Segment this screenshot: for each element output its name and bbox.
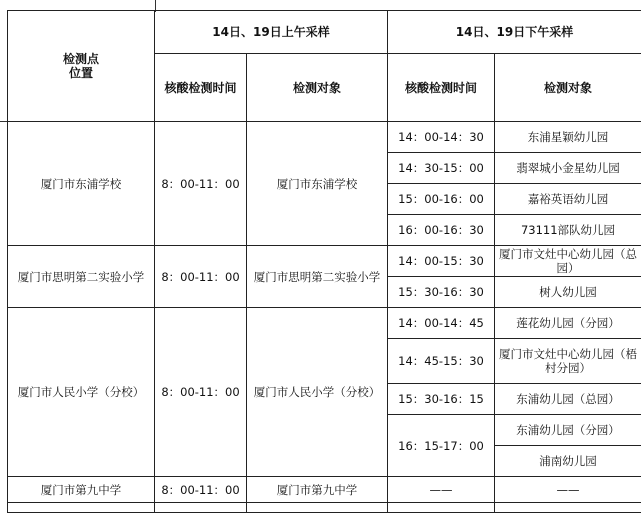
sampling-schedule-table — [7, 10, 641, 513]
pm-time-cell: 15：30-16：30 — [388, 277, 495, 308]
pm-target-cell: —— — [495, 477, 641, 503]
pm-target-cell: 厦门市文灶中心幼儿园（总园） — [495, 246, 641, 277]
am-target-cell: 厦门市人民小学（分校） — [247, 308, 388, 477]
am-time-cell: 8：00-11：00 — [155, 477, 247, 503]
pm-target-cell: 厦门市文灶中心幼儿园（梧村分园） — [495, 339, 641, 384]
pm-time-cell: 14：00-15：30 — [388, 246, 495, 277]
location-cell: 厦门市思明第二实验小学 — [8, 246, 155, 308]
pm-time-cell: 15：30-16：15 — [388, 384, 495, 415]
pm-target-cell: 嘉裕英语幼儿园 — [495, 184, 641, 215]
pm-time-cell: 14：00-14：45 — [388, 308, 495, 339]
am-target-cell: 厦门市思明第二实验小学 — [247, 246, 388, 308]
table-row — [8, 308, 641, 339]
morning-sampling-header: 14日、19日上午采样 — [155, 11, 388, 54]
pm-target-header: 检测对象 — [495, 54, 641, 122]
am-test-time-header: 核酸检测时间 — [155, 54, 247, 122]
table-row — [8, 503, 641, 513]
am-time-cell: 8：00-11：00 — [155, 246, 247, 308]
pm-time-cell: 14：00-14：30 — [388, 122, 495, 153]
pm-target-cell: 莲花幼儿园（分园） — [495, 308, 641, 339]
pm-target-cell: 翡翠城小金星幼儿园 — [495, 153, 641, 184]
am-target-header: 检测对象 — [247, 54, 388, 122]
pm-target-cell: 73111部队幼儿园 — [495, 215, 641, 246]
table-row — [8, 477, 641, 503]
pm-time-cell: 15：00-16：00 — [388, 184, 495, 215]
pm-target-cell: 东浦星颖幼儿园 — [495, 122, 641, 153]
pm-time-cell: 14：30-15：00 — [388, 153, 495, 184]
pm-target-cell: 浦南幼儿园 — [495, 446, 641, 477]
pm-time-cell: 16：15-17：00 — [388, 415, 495, 477]
am-target-cell: 厦门市东浦学校 — [247, 122, 388, 246]
pm-time-cell: 14：45-15：30 — [388, 339, 495, 384]
pm-target-cell: 东浦幼儿园（总园） — [495, 384, 641, 415]
am-target-cell: 厦门市第九中学 — [247, 477, 388, 503]
pm-target-cell: 树人幼儿园 — [495, 277, 641, 308]
pm-time-cell: —— — [388, 477, 495, 503]
am-time-cell: 8：00-11：00 — [155, 308, 247, 477]
afternoon-sampling-header: 14日、19日下午采样 — [388, 11, 641, 54]
location-cell: 厦门市人民小学（分校） — [8, 308, 155, 477]
pm-target-cell: 东浦幼儿园（分园） — [495, 415, 641, 446]
pm-time-cell: 16：00-16：30 — [388, 215, 495, 246]
am-time-cell: 8：00-11：00 — [155, 122, 247, 246]
table-row — [8, 246, 641, 277]
pm-test-time-header: 核酸检测时间 — [388, 54, 495, 122]
table-row — [8, 122, 641, 153]
location-header: 检测点 位置 — [8, 11, 155, 122]
location-cell: 厦门市东浦学校 — [8, 122, 155, 246]
location-cell: 厦门市第九中学 — [8, 477, 155, 503]
